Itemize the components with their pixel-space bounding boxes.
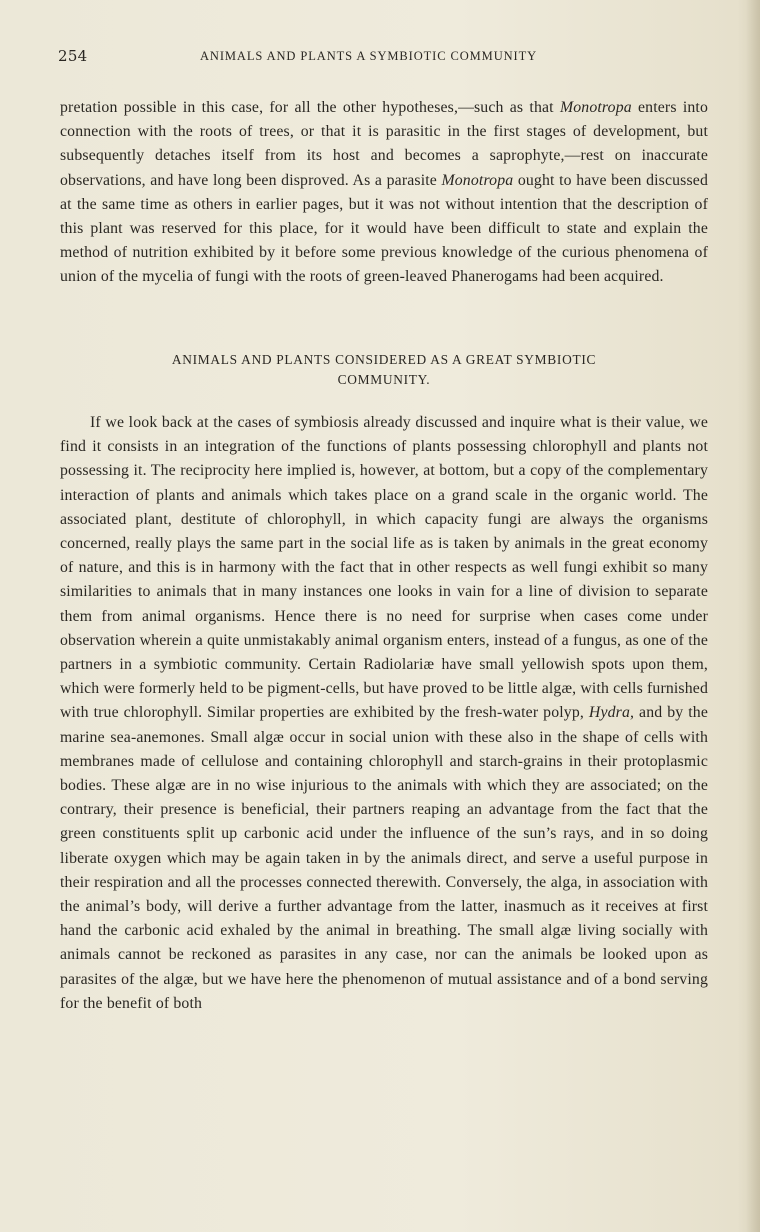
paragraph-text: If we look back at the cases of symbiosis already discussed and inquire what is their value, we find it consists in an integration of the functions of plants possessing chlorophyll and plants not possessing it. The reciprocity here implied is, however, at bottom, but a copy of the complementary interaction of plants and animals which takes place on a grand scale in the organic world. The associated plant, destitute of chlorophyll, in which capacity fungi are always the organisms concerned, really plays the same part in the social life as is taken by animals in the great economy of nature, and this is in harmony with the fact that in other respects as well fungi exhibit so many similarities to animals that in many instances one looks in vain for a line of division to separate them from animal organisms. Hence there is no need for surprise when cases come under observation wherein a quite unmistakably animal organism enters, instead of a fungus, as one of the partners in a symbiotic community. Certain Radiolariæ have small yellowish spots upon them, which were formerly held to be pigment-cells, but have proved to be little algæ, with cells furnished with true chlorophyll. Similar properties are exhibited by the fresh-water polyp, bbox=[60, 414, 708, 722]
section-heading bbox=[60, 350, 708, 390]
paragraph-continued bbox=[60, 96, 708, 290]
paragraph-text: ought to have been discussed at the same time as others in earlier pages, but it was not without intention that the description of this plant was reserved for this place, for it would have been difficult to state and explain the method of nutrition exhibited by it before some previous knowledge of the curious phenomena of union of the mycelia of fungi with the roots of green-leaved Phanerogams had been acquired. bbox=[60, 171, 708, 286]
section-heading-line: COMMUNITY. bbox=[337, 372, 431, 387]
page-number: 254 bbox=[58, 47, 88, 65]
paragraph-text: enters into connection with the roots of trees, or that it is parasitic in the first stages of development, but subsequently detaches itself from its host and becomes a saprophyte,—rest on inaccurate observations, and have long been disproved. As a parasite bbox=[60, 99, 708, 189]
page-edge-shadow bbox=[746, 0, 760, 1232]
italic-species-name: Monotropa bbox=[441, 171, 514, 189]
italic-genus-name: Hydra, bbox=[588, 704, 635, 722]
running-head: ANIMALS AND PLANTS A SYMBIOTIC COMMUNITY bbox=[200, 49, 538, 63]
paragraph-text: pretation possible in this case, for all the other hypotheses,—such as that bbox=[60, 99, 560, 116]
italic-species-name: Monotropa bbox=[559, 99, 632, 116]
paragraph bbox=[60, 411, 708, 1016]
page-header bbox=[58, 47, 708, 71]
paragraph-text: and by the marine sea-anemones. Small algæ occur in social union with these also in the shape of cells with membranes made of cellulose and containing chlorophyll and starch-grains in their protoplasmic bodies. These algæ are in no wise injurious to the animals with which they are associated; on the contrary, their presence is beneficial, their partners reaping an advantage from the fact that the green constituents split up carbonic acid under the influence of the sun’s rays, and in so doing liberate oxygen which may be again taken in by the animals direct, and serve a useful purpose in their respiration and all the processes connected therewith. Conversely, the alga, in association with the animal’s body, will derive a further advantage from the latter, inasmuch as it receives at first hand the carbonic acid exhaled by the animal in breathing. The small algæ living socially with animals cannot be reckoned as parasites in any case, nor can the animals be looked upon as parasites of the algæ, but we have here the phenomenon of mutual assistance and of a bond serving for the benefit of both bbox=[60, 704, 708, 1012]
section-heading-line: ANIMALS AND PLANTS CONSIDERED AS A GREAT SYMBIOTIC bbox=[171, 352, 597, 367]
